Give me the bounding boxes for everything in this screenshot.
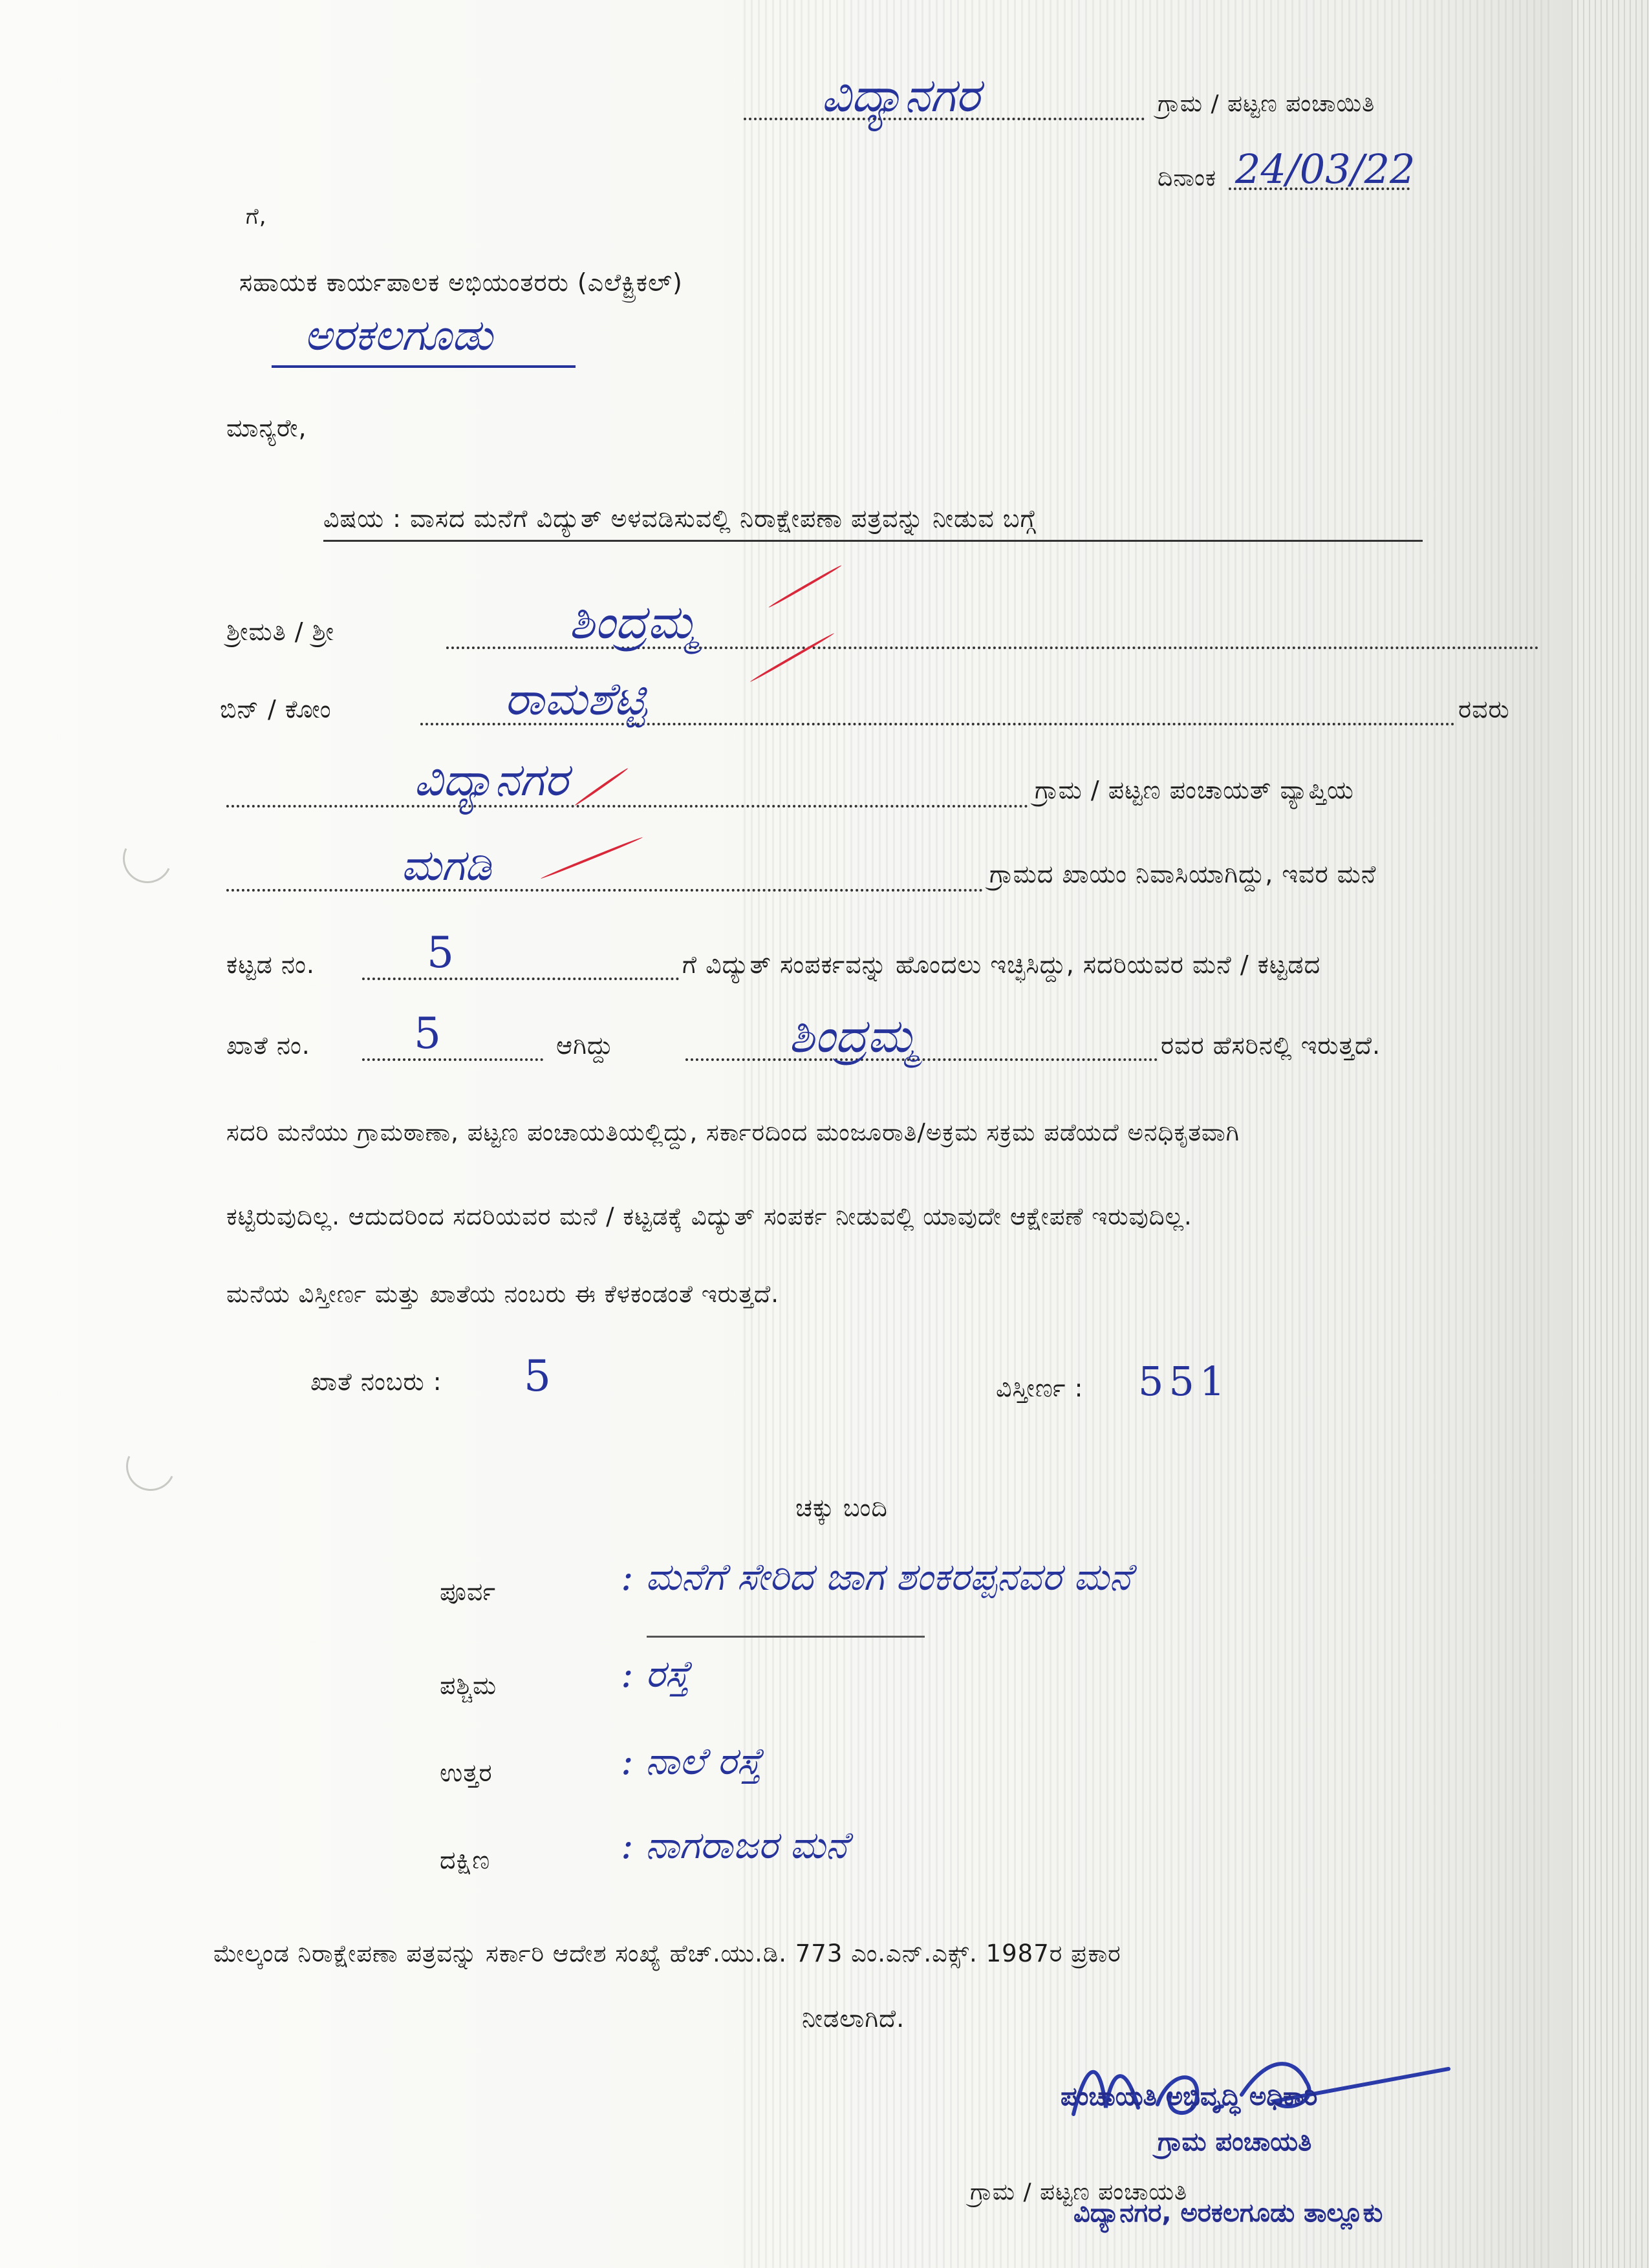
body-line-a: ಸದರಿ ಮನೆಯು ಗ್ರಾಮಠಾಣಾ, ಪಟ್ಟಣ ಪಂಚಾಯತಿಯಲ್ಲಿದ್ದು, ಸರ್ಕಾರದಿಂದ ಮಂಜೂರಾತಿ/ಅಕ್ರಮ ಸಕ್ರಮ ಪಡೆಯದೆ ಅನಧಿಕೃತವಾಗಿ bbox=[226, 1118, 1240, 1146]
footer-line-2: ನೀಡಲಾಗಿದೆ. bbox=[802, 2004, 905, 2033]
applicant-name: ಶಿಂದ್ರಮ್ಮ bbox=[569, 595, 698, 649]
scan-edge-streaks bbox=[1571, 0, 1649, 2268]
north-value: : ನಾಲೆ ರಸ್ತೆ bbox=[621, 1739, 762, 1783]
stamp-line-1: ಪಂಚಾಯತಿ ಅಭಿವೃದ್ಧಿ ಅಧಿಕಾರಿ bbox=[1061, 2082, 1318, 2112]
building-suffix: ಗೆ ವಿದ್ಯುತ್ ಸಂಪರ್ಕವನ್ನು ಹೊಂದಲು ಇಚ್ಛಿಸಿದ್ದು, ಸದರಿಯವರ ಮನೆ / ಕಟ್ಟಡದ bbox=[682, 950, 1321, 979]
punch-hole bbox=[119, 1435, 182, 1497]
building-dotted-line bbox=[362, 978, 679, 980]
west-value: : ರಸ್ತೆ bbox=[621, 1652, 690, 1696]
salutation: ಮಾನ್ಯರೇ, bbox=[226, 414, 307, 442]
south-label: ದಕ್ಷಿಣ bbox=[440, 1846, 491, 1874]
details-area-label: ವಿಸ್ತೀರ್ಣ : bbox=[996, 1374, 1084, 1402]
date-label: ದಿನಾಂಕ bbox=[1158, 165, 1217, 191]
body-village: ವಿದ್ಯಾನಗರ bbox=[414, 753, 568, 806]
building-number: 5 bbox=[427, 928, 454, 978]
khata-mid: ಆಗಿದ್ದು bbox=[556, 1031, 614, 1060]
khata-label: ಖಾತೆ ನಂ. bbox=[226, 1031, 310, 1060]
subject-underline bbox=[323, 540, 1423, 542]
red-check-mark bbox=[540, 836, 643, 879]
east-label: ಪೂರ್ವ bbox=[440, 1578, 497, 1606]
khata-dotted-line bbox=[362, 1058, 543, 1061]
father-name: ರಾಮಶೆಟ್ಟಿ bbox=[504, 672, 647, 725]
stamp-line-2: ಗ್ರಾಮ ಪಂಚಾಯತಿ bbox=[1158, 2127, 1312, 2157]
footer-line-1: ಮೇಲ್ಕಂಡ ನಿರಾಕ್ಷೇಪಣಾ ಪತ್ರವನ್ನು ಸರ್ಕಾರಿ ಆದೇಶ ಸಂಖ್ಯೆ ಹೆಚ್.ಯು.ಡಿ. 773 ಎಂ.ಎನ್.ಎಕ್ಸ್. 1987ರ ಪ್ರಕಾರ bbox=[213, 1940, 1121, 1967]
village-suffix: ಗ್ರಾಮ / ಪಟ್ಟಣ ಪಂಚಾಯತ್ ವ್ಯಾಪ್ತಿಯ bbox=[1035, 776, 1354, 804]
stamp-line-3: ವಿದ್ಯಾನಗರ, ಅರಕಲಗೂಡು ತಾಲ್ಲೂಕು bbox=[1073, 2198, 1383, 2228]
addressee-designation: ಸಹಾಯಕ ಕಾರ್ಯಪಾಲಕ ಅಭಿಯಂತರರು (ಎಲೆಕ್ಟ್ರಿಕಲ್) bbox=[239, 268, 683, 297]
body-line-b: ಕಟ್ಟಿರುವುದಿಲ್ಲ. ಆದುದರಿಂದ ಸದರಿಯವರ ಮನೆ / ಕಟ್ಟಡಕ್ಕೆ ವಿದ್ಯುತ್ ಸಂಪರ್ಕ ನೀಡುವಲ್ಲಿ ಯಾವುದೇ ಆಕ್ಷೇಪಣೆ ಇರುವುದಿಲ್ಲ. bbox=[226, 1203, 1192, 1230]
village-dotted-line-2 bbox=[226, 805, 1028, 808]
body-hamlet: ಮಗಡಿ bbox=[401, 840, 492, 890]
date-value: 24/03/22 bbox=[1235, 145, 1416, 193]
building-label: ಕಟ್ಟಡ ನಂ. bbox=[226, 950, 315, 979]
village-name-handwritten: ವಿದ್ಯಾನಗರ bbox=[821, 68, 980, 122]
subject-line: ವಿಷಯ : ವಾಸದ ಮನೆಗೆ ವಿದ್ಯುತ್ ಅಳವಡಿಸುವಲ್ಲಿ ನಿರಾಕ್ಷೇಪಣಾ ಪತ್ರವನ್ನು ನೀಡುವ ಬಗ್ಗೆ bbox=[323, 504, 1037, 533]
east-value: : ಮನೆಗೆ ಸೇರಿದ ಜಾಗ ಶಂಕರಪ್ಪನವರ ಮನೆ bbox=[621, 1555, 1132, 1599]
sri-label: ಶ್ರೀಮತಿ / ಶ್ರೀ bbox=[226, 617, 335, 646]
owner-name: ಶಿಂದ್ರಮ್ಮ bbox=[789, 1009, 918, 1063]
red-check-mark bbox=[574, 767, 629, 807]
addressee-place: ಅರಕಲಗೂಡು bbox=[304, 310, 493, 360]
details-area-value: 551 bbox=[1138, 1358, 1231, 1405]
owner-suffix: ರವರ ಹೆಸರಿನಲ್ಲಿ ಇರುತ್ತದೆ. bbox=[1161, 1031, 1381, 1060]
to-label: ಗೆ, bbox=[246, 204, 267, 230]
punch-hole bbox=[116, 827, 178, 890]
details-khata-value: 5 bbox=[524, 1351, 551, 1401]
bottom-label: ಗ್ರಾಮ / ಪಟ್ಟಣ ಪಂಚಾಯತಿ bbox=[970, 2179, 1188, 2205]
hamlet-suffix: ಗ್ರಾಮದ ಖಾಯಂ ನಿವಾಸಿಯಾಗಿದ್ದು, ಇವರ ಮನೆ bbox=[989, 860, 1377, 888]
khata-number: 5 bbox=[414, 1009, 441, 1058]
panchayat-label: ಗ್ರಾಮ / ಪಟ್ಟಣ ಪಂಚಾಯಿತಿ bbox=[1158, 91, 1375, 117]
east-separator bbox=[647, 1636, 925, 1638]
owner-dotted-line bbox=[685, 1058, 1158, 1061]
ravaru-text: ರವರು bbox=[1458, 695, 1510, 723]
west-label: ಪಶ್ಚಿಮ bbox=[440, 1671, 497, 1700]
details-khata-label: ಖಾತೆ ನಂಬರು : bbox=[310, 1367, 442, 1396]
father-label: ಬಿನ್ / ಕೋಂ bbox=[220, 695, 332, 723]
hamlet-dotted-line bbox=[226, 889, 983, 892]
place-underline bbox=[272, 365, 576, 368]
north-label: ಉತ್ತರ bbox=[440, 1759, 493, 1787]
boundaries-title: ಚಕ್ಕು ಬಂದಿ bbox=[795, 1493, 888, 1522]
south-value: : ನಾಗರಾಜರ ಮನೆ bbox=[621, 1823, 848, 1867]
body-line-c: ಮನೆಯ ವಿಸ್ತೀರ್ಣ ಮತ್ತು ಖಾತೆಯ ನಂಬರು ಈ ಕೆಳಕಂಡಂತೆ ಇರುತ್ತದೆ. bbox=[226, 1280, 780, 1308]
